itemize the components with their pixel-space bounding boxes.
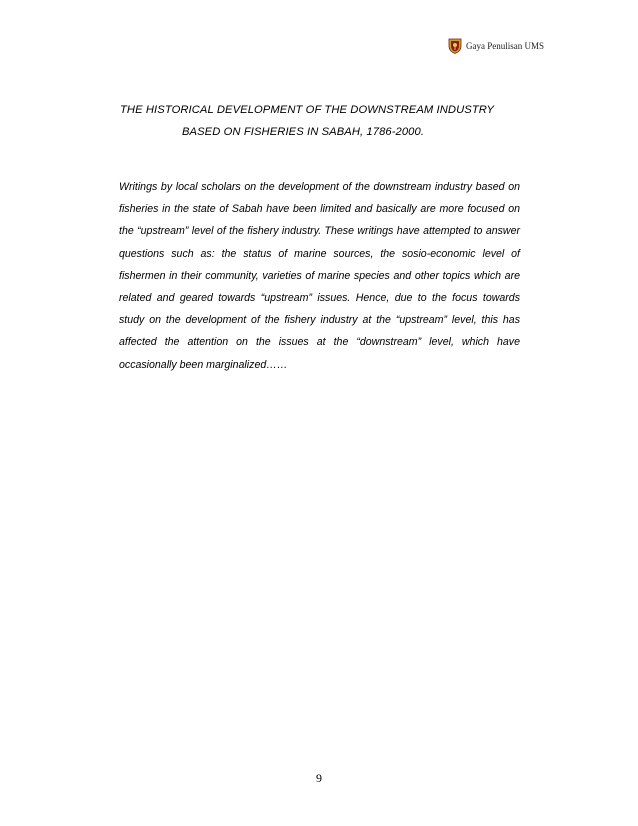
document-title <box>120 99 540 143</box>
ums-crest-icon <box>448 38 462 54</box>
abstract-paragraph: Writings by local scholars on the development of the downstream industry based on fisheries in the state of Sabah have been limited and basically are more focused on the “upstream” level of the fishery industry. These writings have attempted to answer questions such as: the status of marine sources, the sosio-economic level of fishermen in their community, varieties of marine species and other topics which are related and geared towards “upstream” issues. Hence, due to the focus towards study on the development of the fishery industry at the “upstream” level, this has affected the attention on the issues at the “downstream” level, which have occasionally been marginalized…… <box>119 181 520 371</box>
page-number: 9 <box>316 771 322 785</box>
page-header <box>448 38 544 54</box>
title-line-1: THE HISTORICAL DEVELOPMENT OF THE DOWNSTREAM INDUSTRY <box>120 104 495 116</box>
title-line-2: BASED ON FISHERIES IN SABAH, 1786-2000. <box>182 126 425 138</box>
header-title: Gaya Penulisan UMS <box>466 41 544 51</box>
